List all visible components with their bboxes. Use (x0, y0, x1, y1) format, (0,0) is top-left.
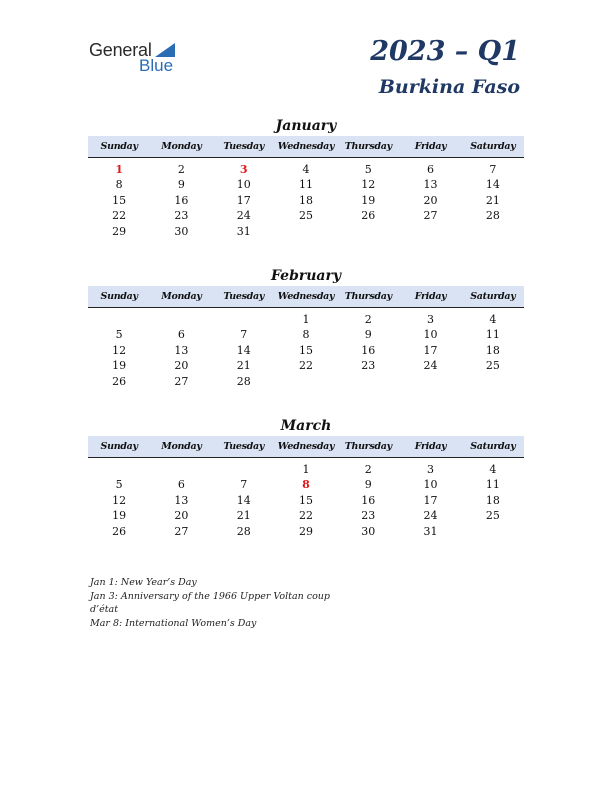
generalblue-logo (89, 40, 189, 76)
page-title: 2023 – Q1 (370, 36, 520, 67)
day-cell: 16 (361, 493, 376, 507)
logo-blue-text: Blue (139, 56, 174, 75)
weekday-sunday: Sunday (100, 441, 138, 452)
day-cell: 12 (361, 178, 376, 192)
day-cell: 20 (174, 509, 189, 523)
day-cell: 7 (240, 478, 248, 492)
day-cell: 17 (236, 193, 251, 207)
day-cell: 10 (236, 178, 251, 192)
empty-day-cell (337, 224, 399, 239)
weekday-wednesday: Wednesday (277, 291, 335, 302)
day-cell: 5 (364, 163, 372, 176)
day-cell: 3 (427, 463, 435, 476)
week-row (88, 343, 524, 358)
weekday-saturday: Saturday (470, 141, 516, 152)
day-cell: 16 (174, 193, 189, 207)
week-row (88, 208, 524, 223)
day-cell: 18 (298, 193, 313, 207)
month-january (88, 116, 524, 239)
week-row (88, 177, 524, 192)
day-cell: 13 (174, 343, 189, 357)
weekday-header (88, 136, 524, 158)
month-title: March (280, 418, 332, 434)
day-cell: 19 (112, 359, 127, 373)
day-cell: 20 (423, 193, 438, 207)
day-cell: 18 (485, 343, 500, 357)
empty-day-cell (275, 374, 337, 389)
day-cell: 14 (236, 343, 251, 357)
day-cell: 5 (115, 328, 123, 342)
country-name: Burkina Faso (378, 76, 520, 98)
day-cell: 21 (236, 509, 251, 523)
day-cell: 22 (298, 359, 313, 373)
day-cell: 27 (174, 524, 189, 538)
day-cell: 21 (485, 193, 500, 207)
day-cell: 6 (177, 478, 185, 492)
logo-general-text: General (89, 40, 152, 60)
day-cell: 23 (361, 359, 376, 373)
day-cell: 27 (423, 209, 438, 223)
weekday-friday: Friday (414, 441, 447, 452)
month-february (88, 266, 524, 389)
weekday-tuesday: Tuesday (223, 441, 265, 452)
week-row (88, 193, 524, 208)
day-cell: 22 (112, 209, 127, 223)
day-cell: 15 (112, 193, 127, 207)
day-cell: 31 (423, 524, 438, 538)
day-cell: 26 (361, 209, 376, 223)
day-cell: 10 (423, 328, 438, 342)
empty-day-cell (150, 462, 212, 477)
day-cell: 16 (361, 343, 376, 357)
day-cell: 30 (361, 524, 376, 538)
day-cell: 11 (485, 328, 500, 342)
day-cell: 1 (302, 463, 310, 476)
day-cell: 9 (364, 328, 372, 342)
day-cell: 26 (112, 374, 127, 388)
month-title: February (270, 268, 341, 284)
day-cell: 7 (489, 163, 497, 176)
empty-day-cell (337, 374, 399, 389)
day-cell: 24 (423, 359, 438, 373)
day-cell: 2 (364, 463, 372, 476)
day-cell: 7 (240, 328, 248, 342)
day-cell: 28 (236, 374, 251, 388)
empty-day-cell (275, 224, 337, 239)
weekday-thursday: Thursday (344, 141, 392, 152)
day-cell: 17 (423, 493, 438, 507)
day-cell: 4 (489, 463, 497, 476)
month-days (88, 308, 524, 389)
month-march (88, 416, 524, 539)
empty-day-cell (462, 374, 524, 389)
holiday-notes (90, 576, 330, 630)
day-cell: 11 (298, 178, 313, 192)
week-row (88, 462, 524, 477)
weekday-tuesday: Tuesday (223, 291, 265, 302)
day-cell: 6 (177, 328, 185, 342)
day-cell: 31 (236, 224, 251, 238)
day-cell: 2 (177, 163, 185, 176)
holiday-day-cell: 8 (302, 478, 310, 492)
day-cell: 15 (298, 493, 313, 507)
holiday-day-cell: 1 (115, 163, 123, 176)
empty-day-cell (88, 462, 150, 477)
day-cell: 28 (236, 524, 251, 538)
week-row (88, 493, 524, 508)
day-cell: 11 (485, 478, 500, 492)
day-cell: 4 (302, 163, 310, 176)
week-row (88, 312, 524, 327)
weekday-wednesday: Wednesday (277, 141, 335, 152)
day-cell: 12 (112, 343, 127, 357)
month-title: January (275, 118, 337, 134)
week-row (88, 477, 524, 492)
weekday-friday: Friday (414, 291, 447, 302)
day-cell: 25 (485, 509, 500, 523)
weekday-tuesday: Tuesday (223, 141, 265, 152)
weekday-monday: Monday (161, 291, 202, 302)
weekday-monday: Monday (161, 141, 202, 152)
day-cell: 30 (174, 224, 189, 238)
day-cell: 3 (427, 313, 435, 326)
empty-day-cell (399, 374, 461, 389)
day-cell: 5 (115, 478, 123, 492)
day-cell: 2 (364, 313, 372, 326)
day-cell: 9 (364, 478, 372, 492)
day-cell: 24 (236, 209, 251, 223)
day-cell: 14 (236, 493, 251, 507)
month-days (88, 458, 524, 539)
day-cell: 26 (112, 524, 127, 538)
day-cell: 25 (298, 209, 313, 223)
day-cell: 8 (302, 328, 310, 342)
week-row (88, 374, 524, 389)
holiday-note: Jan 3: Anniversary of the 1966 Upper Voltan coup d’état (90, 590, 330, 615)
day-cell: 6 (427, 163, 435, 176)
weekday-friday: Friday (414, 141, 447, 152)
day-cell: 12 (112, 493, 127, 507)
month-days (88, 158, 524, 239)
weekday-header (88, 436, 524, 458)
empty-day-cell (462, 524, 524, 539)
weekday-monday: Monday (161, 441, 202, 452)
day-cell: 22 (298, 509, 313, 523)
empty-day-cell (88, 312, 150, 327)
empty-day-cell (462, 224, 524, 239)
day-cell: 24 (423, 509, 438, 523)
day-cell: 23 (174, 209, 189, 223)
empty-day-cell (213, 312, 275, 327)
day-cell: 13 (174, 493, 189, 507)
day-cell: 19 (112, 509, 127, 523)
day-cell: 28 (485, 209, 500, 223)
empty-day-cell (399, 224, 461, 239)
day-cell: 10 (423, 478, 438, 492)
holiday-note: Jan 1: New Year’s Day (90, 577, 197, 588)
week-row (88, 524, 524, 539)
day-cell: 29 (112, 224, 127, 238)
week-row (88, 162, 524, 177)
day-cell: 21 (236, 359, 251, 373)
holiday-note: Mar 8: International Women’s Day (90, 617, 257, 629)
day-cell: 1 (302, 313, 310, 326)
week-row (88, 358, 524, 373)
day-cell: 13 (423, 178, 438, 192)
week-row (88, 327, 524, 342)
day-cell: 17 (423, 343, 438, 357)
day-cell: 4 (489, 313, 497, 326)
weekday-saturday: Saturday (470, 441, 516, 452)
day-cell: 8 (115, 178, 123, 192)
day-cell: 20 (174, 359, 189, 373)
weekday-sunday: Sunday (100, 291, 138, 302)
week-row (88, 224, 524, 239)
logo-triangle-icon (155, 43, 175, 57)
day-cell: 25 (485, 359, 500, 373)
day-cell: 18 (485, 493, 500, 507)
week-row (88, 508, 524, 523)
weekday-wednesday: Wednesday (277, 441, 335, 452)
empty-day-cell (150, 312, 212, 327)
day-cell: 9 (177, 178, 185, 192)
day-cell: 29 (298, 524, 313, 538)
day-cell: 15 (298, 343, 313, 357)
weekday-header (88, 286, 524, 308)
weekday-thursday: Thursday (344, 441, 392, 452)
holiday-day-cell: 3 (239, 163, 248, 176)
day-cell: 14 (485, 178, 500, 192)
day-cell: 19 (361, 193, 376, 207)
empty-day-cell (213, 462, 275, 477)
day-cell: 27 (174, 374, 189, 388)
weekday-sunday: Sunday (100, 141, 138, 152)
weekday-saturday: Saturday (470, 291, 516, 302)
day-cell: 23 (361, 509, 376, 523)
weekday-thursday: Thursday (344, 291, 392, 302)
